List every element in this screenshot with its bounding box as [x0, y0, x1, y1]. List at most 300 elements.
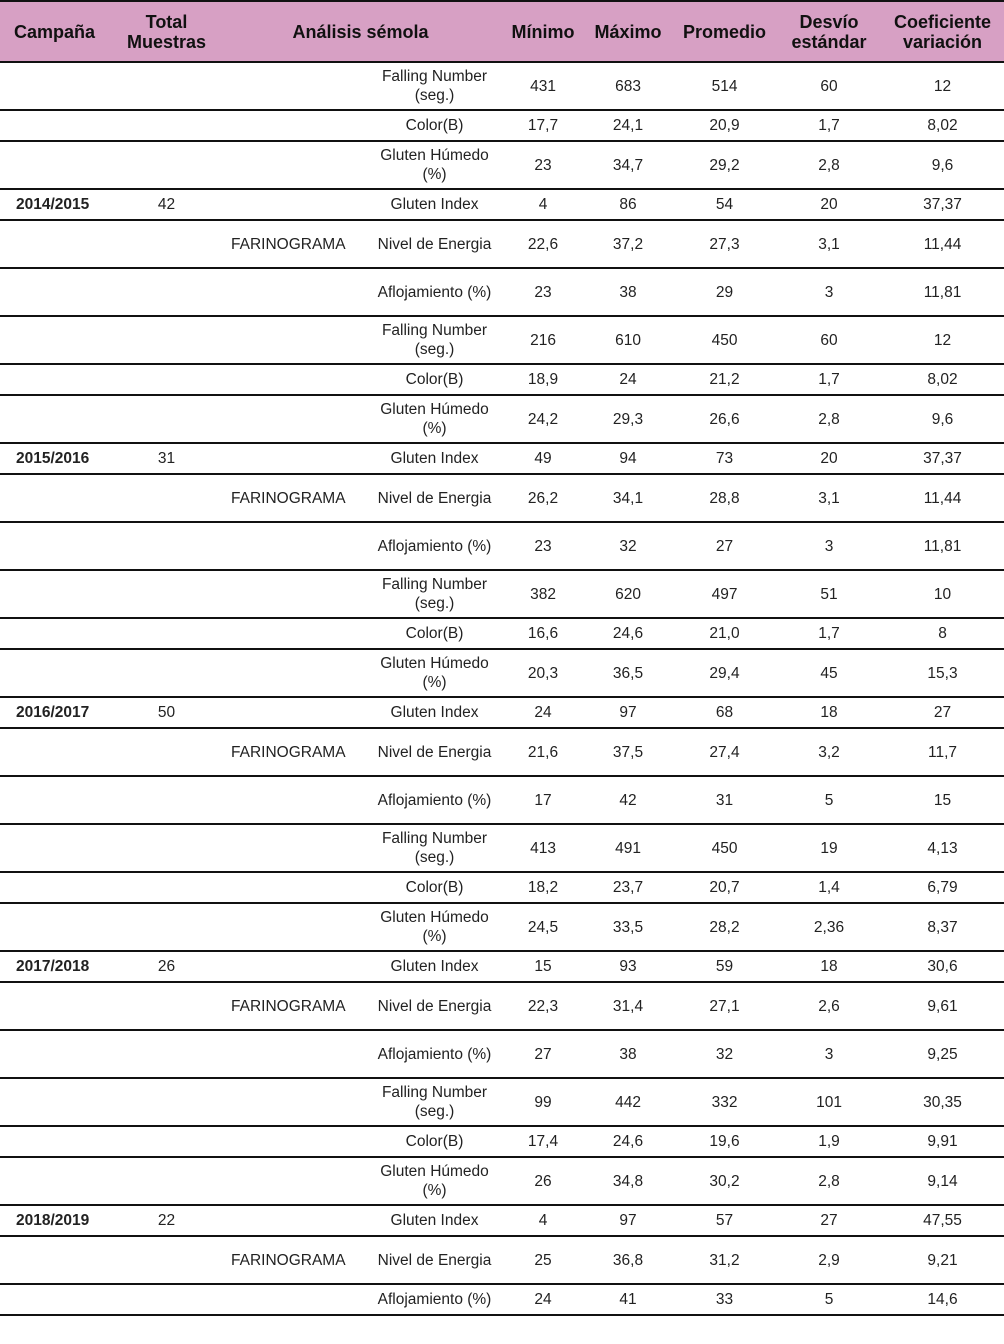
header-campana: Campaña [0, 1, 114, 62]
desvio-cell: 1,7 [777, 110, 881, 141]
analysis-cell: Aflojamiento (%) [367, 776, 502, 824]
coeficiente-cell: 27 [881, 697, 1004, 728]
maximo-cell: 36,5 [584, 649, 672, 697]
campana-cell [0, 776, 114, 824]
promedio-cell: 29,4 [672, 649, 777, 697]
minimo-cell: 24,5 [502, 903, 584, 951]
campana-cell [0, 1126, 114, 1157]
desvio-cell: 2,8 [777, 141, 881, 189]
table-row [0, 872, 1004, 903]
promedio-cell: 21,2 [672, 364, 777, 395]
campana-cell [0, 110, 114, 141]
campana-cell [0, 570, 114, 618]
total-muestras-cell [114, 1078, 219, 1126]
minimo-cell: 17,4 [502, 1126, 584, 1157]
maximo-cell: 23,7 [584, 872, 672, 903]
group-cell [219, 697, 367, 728]
maximo-cell: 31,4 [584, 982, 672, 1030]
desvio-cell: 2,6 [777, 982, 881, 1030]
maximo-cell: 34,7 [584, 141, 672, 189]
minimo-cell: 23 [502, 268, 584, 316]
total-muestras-cell [114, 824, 219, 872]
analysis-cell: Falling Number (seg.) [367, 1078, 502, 1126]
campana-cell [0, 1236, 114, 1284]
desvio-cell: 2,8 [777, 1157, 881, 1205]
maximo-cell: 97 [584, 697, 672, 728]
coeficiente-cell: 6,79 [881, 872, 1004, 903]
campana-cell: 2018/2019 [0, 1205, 114, 1236]
table-row [0, 1078, 1004, 1126]
analysis-cell: Gluten Húmedo (%) [367, 395, 502, 443]
campana-cell [0, 728, 114, 776]
desvio-cell: 20 [777, 189, 881, 220]
maximo-cell: 34,8 [584, 1157, 672, 1205]
campana-cell [0, 1157, 114, 1205]
table-row [0, 776, 1004, 824]
campana-cell [0, 903, 114, 951]
desvio-cell: 18 [777, 697, 881, 728]
campana-cell [0, 395, 114, 443]
maximo-cell: 33,5 [584, 903, 672, 951]
table-row [0, 618, 1004, 649]
maximo-cell: 37,2 [584, 220, 672, 268]
total-muestras-cell [114, 110, 219, 141]
maximo-cell: 620 [584, 570, 672, 618]
coeficiente-cell: 9,6 [881, 395, 1004, 443]
coeficiente-cell: 37,37 [881, 443, 1004, 474]
header-desvio-estandar: Desvío estándar [777, 1, 881, 62]
coeficiente-cell: 9,21 [881, 1236, 1004, 1284]
table-row [0, 728, 1004, 776]
analysis-cell: Gluten Index [367, 951, 502, 982]
total-muestras-cell [114, 982, 219, 1030]
analysis-cell: Color(B) [367, 1126, 502, 1157]
minimo-cell: 431 [502, 62, 584, 110]
table-row [0, 697, 1004, 728]
group-cell [219, 776, 367, 824]
campana-cell [0, 316, 114, 364]
header-row [0, 1, 1004, 62]
table-row [0, 1030, 1004, 1078]
promedio-cell: 28,8 [672, 474, 777, 522]
analysis-cell: Gluten Index [367, 1205, 502, 1236]
minimo-cell: 24 [502, 1284, 584, 1315]
minimo-cell: 15 [502, 951, 584, 982]
analysis-cell: Color(B) [367, 110, 502, 141]
analysis-cell: Falling Number (seg.) [367, 824, 502, 872]
desvio-cell: 5 [777, 1284, 881, 1315]
header-analisis-semola: Análisis sémola [219, 1, 502, 62]
group-cell [219, 62, 367, 110]
header-coeficiente-variacion: Coeficiente variación [881, 1, 1004, 62]
campana-cell [0, 824, 114, 872]
minimo-cell: 17 [502, 776, 584, 824]
desvio-cell: 2,9 [777, 1236, 881, 1284]
coeficiente-cell: 30,35 [881, 1078, 1004, 1126]
analysis-cell: Color(B) [367, 872, 502, 903]
maximo-cell: 93 [584, 951, 672, 982]
total-muestras-cell [114, 220, 219, 268]
coeficiente-cell: 8,02 [881, 110, 1004, 141]
group-cell [219, 951, 367, 982]
promedio-cell: 32 [672, 1030, 777, 1078]
campana-cell [0, 1030, 114, 1078]
maximo-cell: 94 [584, 443, 672, 474]
maximo-cell: 610 [584, 316, 672, 364]
desvio-cell: 60 [777, 316, 881, 364]
promedio-cell: 54 [672, 189, 777, 220]
table-row [0, 1236, 1004, 1284]
group-cell [219, 903, 367, 951]
total-muestras-cell [114, 364, 219, 395]
desvio-cell: 3,2 [777, 728, 881, 776]
total-muestras-cell [114, 872, 219, 903]
table-row [0, 982, 1004, 1030]
desvio-cell: 3,1 [777, 474, 881, 522]
maximo-cell: 24,6 [584, 1126, 672, 1157]
campana-cell [0, 62, 114, 110]
maximo-cell: 29,3 [584, 395, 672, 443]
desvio-cell: 1,9 [777, 1126, 881, 1157]
minimo-cell: 21,6 [502, 728, 584, 776]
campana-cell: 2016/2017 [0, 697, 114, 728]
coeficiente-cell: 9,6 [881, 141, 1004, 189]
minimo-cell: 4 [502, 189, 584, 220]
total-muestras-cell [114, 728, 219, 776]
analysis-cell: Gluten Index [367, 189, 502, 220]
maximo-cell: 32 [584, 522, 672, 570]
promedio-cell: 27,4 [672, 728, 777, 776]
group-cell: FARINOGRAMA [219, 1236, 367, 1284]
table-row [0, 951, 1004, 982]
campana-cell: 2014/2015 [0, 189, 114, 220]
maximo-cell: 442 [584, 1078, 672, 1126]
group-cell [219, 1126, 367, 1157]
promedio-cell: 28,2 [672, 903, 777, 951]
coeficiente-cell: 10 [881, 570, 1004, 618]
maximo-cell: 491 [584, 824, 672, 872]
campana-cell [0, 474, 114, 522]
total-muestras-cell [114, 570, 219, 618]
minimo-cell: 23 [502, 522, 584, 570]
desvio-cell: 27 [777, 1205, 881, 1236]
minimo-cell: 413 [502, 824, 584, 872]
promedio-cell: 57 [672, 1205, 777, 1236]
table-row [0, 62, 1004, 110]
header-promedio: Promedio [672, 1, 777, 62]
desvio-cell: 1,7 [777, 364, 881, 395]
desvio-cell: 2,8 [777, 395, 881, 443]
total-muestras-cell [114, 1157, 219, 1205]
group-cell [219, 268, 367, 316]
coeficiente-cell: 12 [881, 316, 1004, 364]
group-cell: FARINOGRAMA [219, 474, 367, 522]
analysis-cell: Nivel de Energia [367, 728, 502, 776]
coeficiente-cell: 11,44 [881, 474, 1004, 522]
promedio-cell: 450 [672, 824, 777, 872]
desvio-cell: 5 [777, 776, 881, 824]
promedio-cell: 19,6 [672, 1126, 777, 1157]
promedio-cell: 30,2 [672, 1157, 777, 1205]
analysis-cell: Nivel de Energia [367, 1236, 502, 1284]
desvio-cell: 3 [777, 268, 881, 316]
maximo-cell: 97 [584, 1205, 672, 1236]
total-muestras-cell [114, 316, 219, 364]
analysis-cell: Falling Number (seg.) [367, 62, 502, 110]
total-muestras-cell [114, 141, 219, 189]
maximo-cell: 36,8 [584, 1236, 672, 1284]
campana-cell [0, 618, 114, 649]
maximo-cell: 86 [584, 189, 672, 220]
total-muestras-cell: 31 [114, 443, 219, 474]
table-row [0, 316, 1004, 364]
total-muestras-cell: 50 [114, 697, 219, 728]
coeficiente-cell: 9,91 [881, 1126, 1004, 1157]
minimo-cell: 25 [502, 1236, 584, 1284]
desvio-cell: 101 [777, 1078, 881, 1126]
desvio-cell: 1,4 [777, 872, 881, 903]
desvio-cell: 60 [777, 62, 881, 110]
promedio-cell: 514 [672, 62, 777, 110]
coeficiente-cell: 47,55 [881, 1205, 1004, 1236]
group-cell [219, 1030, 367, 1078]
promedio-cell: 59 [672, 951, 777, 982]
total-muestras-cell [114, 1284, 219, 1315]
minimo-cell: 22,6 [502, 220, 584, 268]
maximo-cell: 683 [584, 62, 672, 110]
coeficiente-cell: 4,13 [881, 824, 1004, 872]
total-muestras-cell: 22 [114, 1205, 219, 1236]
group-cell [219, 1284, 367, 1315]
table-row [0, 474, 1004, 522]
minimo-cell: 18,9 [502, 364, 584, 395]
promedio-cell: 497 [672, 570, 777, 618]
promedio-cell: 29 [672, 268, 777, 316]
promedio-cell: 20,9 [672, 110, 777, 141]
maximo-cell: 42 [584, 776, 672, 824]
coeficiente-cell: 11,81 [881, 522, 1004, 570]
campana-cell: 2015/2016 [0, 443, 114, 474]
maximo-cell: 24,1 [584, 110, 672, 141]
analysis-cell: Falling Number (seg.) [367, 316, 502, 364]
group-cell [219, 1205, 367, 1236]
promedio-cell: 332 [672, 1078, 777, 1126]
campana-cell [0, 141, 114, 189]
maximo-cell: 38 [584, 268, 672, 316]
analysis-cell: Nivel de Energia [367, 474, 502, 522]
table-row [0, 220, 1004, 268]
header-minimo: Mínimo [502, 1, 584, 62]
total-muestras-cell [114, 522, 219, 570]
table-row [0, 189, 1004, 220]
coeficiente-cell: 11,81 [881, 268, 1004, 316]
minimo-cell: 22,3 [502, 982, 584, 1030]
minimo-cell: 27 [502, 1030, 584, 1078]
group-cell [219, 141, 367, 189]
promedio-cell: 73 [672, 443, 777, 474]
coeficiente-cell: 8,02 [881, 364, 1004, 395]
maximo-cell: 24 [584, 364, 672, 395]
coeficiente-cell: 8,37 [881, 903, 1004, 951]
table-row [0, 1157, 1004, 1205]
desvio-cell: 45 [777, 649, 881, 697]
coeficiente-cell: 8 [881, 618, 1004, 649]
group-cell [219, 1157, 367, 1205]
promedio-cell: 27,3 [672, 220, 777, 268]
analysis-cell: Aflojamiento (%) [367, 1030, 502, 1078]
promedio-cell: 33 [672, 1284, 777, 1315]
coeficiente-cell: 9,61 [881, 982, 1004, 1030]
maximo-cell: 37,5 [584, 728, 672, 776]
analysis-cell: Gluten Húmedo (%) [367, 141, 502, 189]
desvio-cell: 51 [777, 570, 881, 618]
analysis-cell: Aflojamiento (%) [367, 268, 502, 316]
group-cell: FARINOGRAMA [219, 728, 367, 776]
total-muestras-cell [114, 1236, 219, 1284]
group-cell [219, 649, 367, 697]
table-row [0, 903, 1004, 951]
analysis-cell: Aflojamiento (%) [367, 522, 502, 570]
coeficiente-cell: 15,3 [881, 649, 1004, 697]
header-total-muestras: Total Muestras [114, 1, 219, 62]
campana-cell [0, 1284, 114, 1315]
total-muestras-cell [114, 395, 219, 443]
minimo-cell: 20,3 [502, 649, 584, 697]
total-muestras-cell [114, 903, 219, 951]
analysis-cell: Gluten Index [367, 697, 502, 728]
group-cell [219, 395, 367, 443]
table-row [0, 522, 1004, 570]
promedio-cell: 31,2 [672, 1236, 777, 1284]
minimo-cell: 16,6 [502, 618, 584, 649]
campana-cell [0, 1078, 114, 1126]
coeficiente-cell: 9,25 [881, 1030, 1004, 1078]
campana-cell [0, 982, 114, 1030]
analysis-cell: Gluten Húmedo (%) [367, 903, 502, 951]
minimo-cell: 49 [502, 443, 584, 474]
desvio-cell: 3,1 [777, 220, 881, 268]
group-cell: FARINOGRAMA [219, 982, 367, 1030]
analysis-cell: Aflojamiento (%) [367, 1284, 502, 1315]
campana-cell [0, 872, 114, 903]
analysis-cell: Gluten Húmedo (%) [367, 1157, 502, 1205]
group-cell [219, 1078, 367, 1126]
campana-cell [0, 522, 114, 570]
coeficiente-cell: 15 [881, 776, 1004, 824]
desvio-cell: 18 [777, 951, 881, 982]
total-muestras-cell [114, 1126, 219, 1157]
group-cell [219, 824, 367, 872]
maximo-cell: 41 [584, 1284, 672, 1315]
group-cell [219, 364, 367, 395]
desvio-cell: 3 [777, 522, 881, 570]
minimo-cell: 17,7 [502, 110, 584, 141]
total-muestras-cell [114, 776, 219, 824]
promedio-cell: 68 [672, 697, 777, 728]
analysis-cell: Gluten Index [367, 443, 502, 474]
table-row [0, 443, 1004, 474]
campana-cell: 2017/2018 [0, 951, 114, 982]
table-row [0, 649, 1004, 697]
coeficiente-cell: 14,6 [881, 1284, 1004, 1315]
campana-cell [0, 220, 114, 268]
total-muestras-cell: 42 [114, 189, 219, 220]
desvio-cell: 1,7 [777, 618, 881, 649]
total-muestras-cell [114, 62, 219, 110]
coeficiente-cell: 30,6 [881, 951, 1004, 982]
minimo-cell: 23 [502, 141, 584, 189]
table-row [0, 1284, 1004, 1315]
minimo-cell: 18,2 [502, 872, 584, 903]
analysis-cell: Color(B) [367, 364, 502, 395]
maximo-cell: 38 [584, 1030, 672, 1078]
group-cell [219, 110, 367, 141]
coeficiente-cell: 12 [881, 62, 1004, 110]
analysis-cell: Gluten Húmedo (%) [367, 649, 502, 697]
table-row [0, 1205, 1004, 1236]
campana-cell [0, 364, 114, 395]
table-row [0, 570, 1004, 618]
promedio-cell: 26,6 [672, 395, 777, 443]
total-muestras-cell [114, 649, 219, 697]
group-cell [219, 522, 367, 570]
table-row [0, 110, 1004, 141]
table-row [0, 364, 1004, 395]
promedio-cell: 29,2 [672, 141, 777, 189]
desvio-cell: 20 [777, 443, 881, 474]
minimo-cell: 4 [502, 1205, 584, 1236]
group-cell: FARINOGRAMA [219, 220, 367, 268]
table-row [0, 395, 1004, 443]
total-muestras-cell [114, 618, 219, 649]
campana-cell [0, 649, 114, 697]
table-row [0, 824, 1004, 872]
promedio-cell: 21,0 [672, 618, 777, 649]
coeficiente-cell: 11,44 [881, 220, 1004, 268]
group-cell [219, 570, 367, 618]
analysis-cell: Nivel de Energia [367, 220, 502, 268]
group-cell [219, 443, 367, 474]
analysis-cell: Nivel de Energia [367, 982, 502, 1030]
analysis-cell: Color(B) [367, 618, 502, 649]
promedio-cell: 27 [672, 522, 777, 570]
promedio-cell: 450 [672, 316, 777, 364]
total-muestras-cell: 26 [114, 951, 219, 982]
analysis-cell: Falling Number (seg.) [367, 570, 502, 618]
minimo-cell: 24,2 [502, 395, 584, 443]
maximo-cell: 24,6 [584, 618, 672, 649]
header-maximo: Máximo [584, 1, 672, 62]
promedio-cell: 27,1 [672, 982, 777, 1030]
coeficiente-cell: 37,37 [881, 189, 1004, 220]
desvio-cell: 3 [777, 1030, 881, 1078]
minimo-cell: 26,2 [502, 474, 584, 522]
coeficiente-cell: 11,7 [881, 728, 1004, 776]
group-cell [219, 189, 367, 220]
group-cell [219, 872, 367, 903]
promedio-cell: 20,7 [672, 872, 777, 903]
group-cell [219, 618, 367, 649]
total-muestras-cell [114, 474, 219, 522]
minimo-cell: 26 [502, 1157, 584, 1205]
minimo-cell: 382 [502, 570, 584, 618]
minimo-cell: 216 [502, 316, 584, 364]
coeficiente-cell: 9,14 [881, 1157, 1004, 1205]
desvio-cell: 2,36 [777, 903, 881, 951]
minimo-cell: 24 [502, 697, 584, 728]
maximo-cell: 34,1 [584, 474, 672, 522]
total-muestras-cell [114, 1030, 219, 1078]
